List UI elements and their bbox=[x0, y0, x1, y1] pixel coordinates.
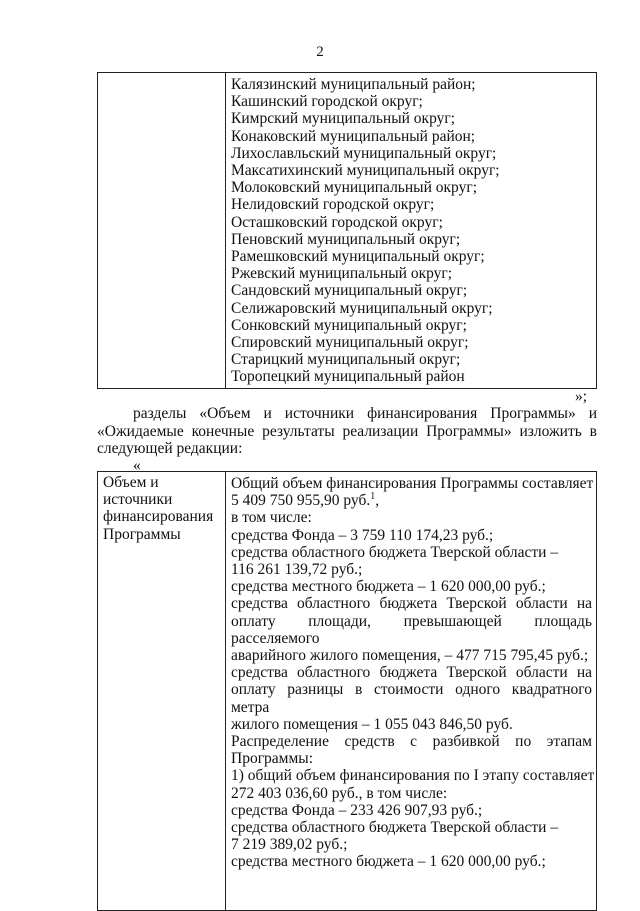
financing-line: оплату разницы в стоимости одного квадратного метра bbox=[231, 681, 592, 716]
list-item: Торопецкий муниципальный район bbox=[231, 368, 465, 386]
financing-section-title bbox=[98, 472, 226, 911]
financing-table bbox=[97, 471, 597, 911]
section-title-line: финансирования bbox=[103, 508, 214, 526]
financing-line: средства Фонда – 233 426 907,93 руб.; bbox=[231, 801, 483, 819]
paragraph-line: «Ожидаемые конечные результаты реализации Программы» изложить в bbox=[97, 422, 597, 440]
financing-line: средства местного бюджета – 1 620 000,00 руб.; bbox=[231, 853, 546, 871]
list-item: Кимрский муниципальный округ; bbox=[231, 110, 456, 128]
list-item: Нелидовский городской округ; bbox=[231, 196, 435, 214]
financing-details bbox=[226, 472, 597, 911]
paragraph-line: разделы «Объем и источники финансирования Программы» и bbox=[133, 405, 597, 422]
list-item: Ржевский муниципальный округ; bbox=[231, 265, 453, 283]
list-item: Лихославльский муниципальный округ; bbox=[231, 144, 497, 162]
list-item: Пеновский муниципальный округ; bbox=[231, 230, 461, 248]
financing-line: Распределение средств с разбивкой по этапам bbox=[231, 733, 592, 751]
total-amount: 5 409 750 955,90 руб. bbox=[231, 492, 371, 510]
section-title-line: Объем и bbox=[103, 474, 159, 491]
list-item: Сандовский муниципальный округ; bbox=[231, 282, 468, 300]
financing-line: средства областного бюджета Тверской области – bbox=[231, 819, 559, 837]
financing-line: 116 261 139,72 руб.; bbox=[231, 561, 363, 579]
financing-line: оплату площади, превышающей площадь расселяемого bbox=[231, 612, 592, 647]
financing-line: средства областного бюджета Тверской области на bbox=[231, 595, 592, 613]
financing-total bbox=[231, 492, 592, 509]
section-title-line: Программы bbox=[103, 525, 181, 543]
closing-quote: »; bbox=[575, 388, 588, 405]
list-item: Кашинский городской округ; bbox=[231, 93, 423, 111]
list-item: Осташковский городской округ; bbox=[231, 213, 443, 231]
footnote-mark: 1 bbox=[370, 491, 376, 503]
table-row bbox=[98, 73, 597, 389]
financing-line: аварийного жилого помещения, – 477 715 795,45 руб.; bbox=[231, 647, 589, 665]
opening-quote: « bbox=[133, 457, 141, 474]
financing-line: 1) общий объем финансирования по I этапу составляет bbox=[231, 767, 595, 785]
section-title-line: источники bbox=[103, 491, 173, 509]
list-item: Рамешковский муниципальный округ; bbox=[231, 248, 485, 266]
list-item: Калязинский муниципальный район; bbox=[231, 76, 476, 93]
municipalities-table bbox=[97, 72, 597, 389]
table-left-cell bbox=[98, 73, 226, 389]
municipalities-list bbox=[226, 73, 597, 389]
table-row bbox=[98, 472, 597, 911]
list-item: Селижаровский муниципальный округ; bbox=[231, 299, 493, 317]
list-item: Максатихинский муниципальный округ; bbox=[231, 162, 500, 180]
financing-line: 7 219 389,02 руб.; bbox=[231, 836, 348, 854]
list-item: Молоковский муниципальный округ; bbox=[231, 179, 477, 197]
financing-line: 272 403 036,60 руб., в том числе: bbox=[231, 784, 448, 802]
total-tail: , bbox=[375, 492, 380, 510]
financing-line: жилого помещения – 1 055 043 846,50 руб. bbox=[231, 715, 513, 733]
list-item: Сонковский муниципальный округ; bbox=[231, 316, 467, 334]
financing-line: Общий объем финансирования Программы составляет bbox=[231, 475, 594, 492]
list-item: Старицкий муниципальный округ; bbox=[231, 351, 461, 369]
list-item: Спировский муниципальный округ; bbox=[231, 334, 469, 352]
list-item: Конаковский муниципальный район; bbox=[231, 127, 476, 145]
amendment-paragraph bbox=[97, 405, 597, 458]
financing-line: средства областного бюджета Тверской области – bbox=[231, 543, 559, 561]
financing-line: средства областного бюджета Тверской области на bbox=[231, 664, 592, 682]
page-number: 2 bbox=[316, 44, 324, 60]
financing-line: средства Фонда – 3 759 110 174,23 руб.; bbox=[231, 526, 494, 544]
paragraph-line: следующей редакции: bbox=[97, 440, 243, 457]
financing-line: средства местного бюджета – 1 620 000,00 руб.; bbox=[231, 578, 546, 596]
financing-line: Программы: bbox=[231, 750, 314, 768]
financing-line: в том числе: bbox=[231, 509, 312, 527]
